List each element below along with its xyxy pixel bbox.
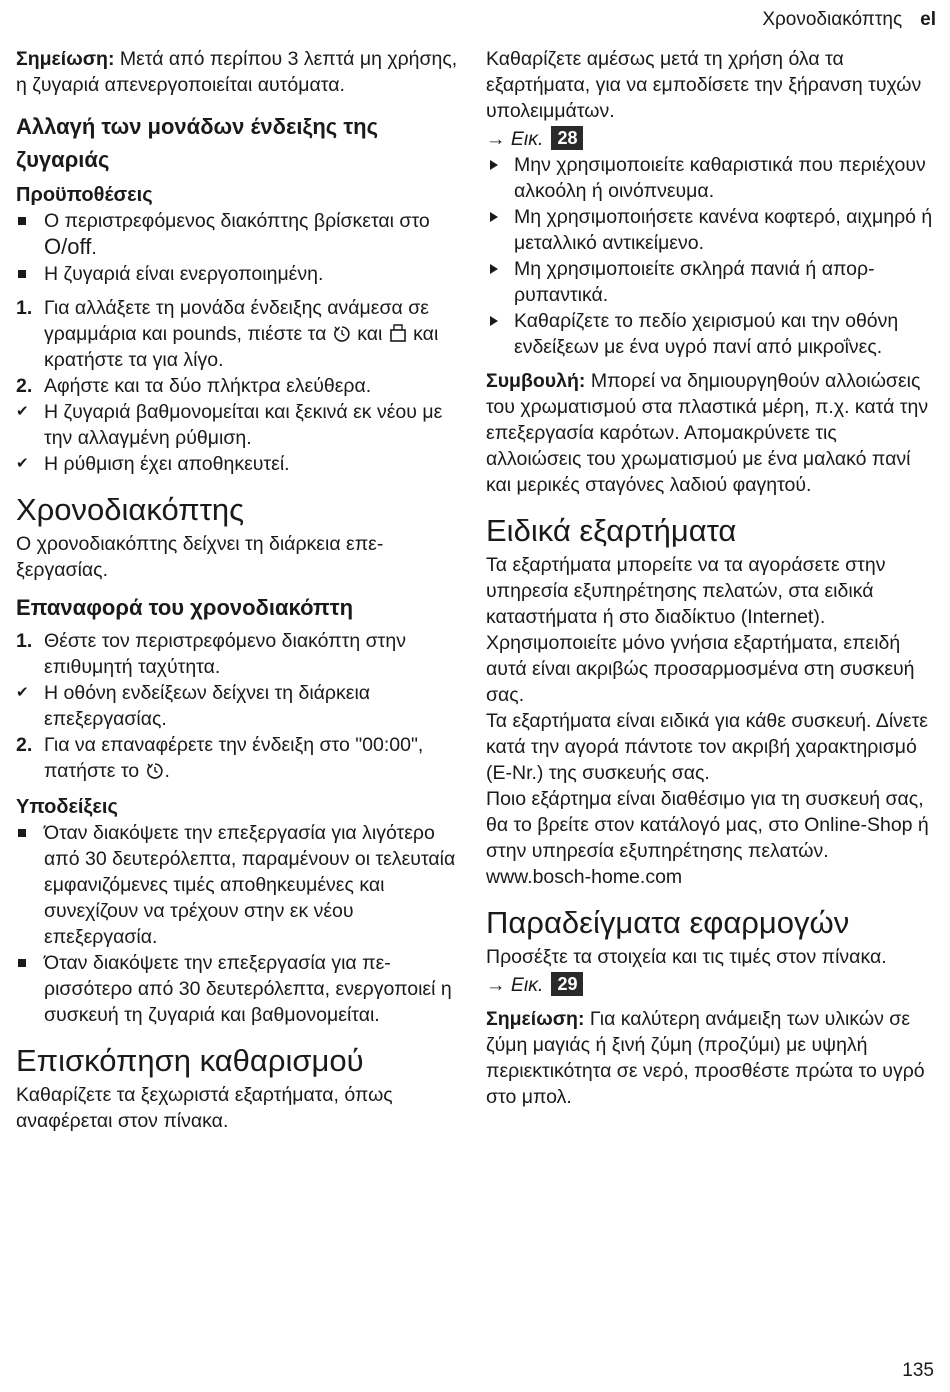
- list-item: Όταν διακόψετε την επεξεργασία για λιγότερο από 30 δευτερόλεπτα, παραμένουν οι τελευταία εμφανιζόμενες τιμές αποθηκευμένες και συνεχίζουν να τρέχουν στην εκ νέου επεξεργασία.: [44, 822, 456, 948]
- examples-note: Σημείωση: Για καλύτερη ανάμειξη των υλικών σε ζύμη μαγιάς ή ξινή ζύμη (προζύμι) με υψηλή περιεκτικότητα σε νερό, προσθέστε πρώτα το υγρό στο μπολ.: [486, 1008, 925, 1108]
- timer-intro: Ο χρονοδιακόπτης δείχνει τη διάρκεια επεξεργασίας.: [16, 533, 384, 581]
- timer-button-icon: [332, 323, 352, 343]
- check-icon: ✔: [16, 455, 29, 472]
- list-item: Καθαρίζετε το πεδίο χειρισμού και την οθόνη ενδείξεων με ένα υγρό πανί από μικροΐνες.: [514, 310, 899, 358]
- check-icon: ✔: [16, 684, 29, 701]
- hints-list: [16, 820, 468, 1028]
- tip-paragraph: Συμβουλή: Μπορεί να δημιουργηθούν αλλοιώσεις του χρωματισμού στα πλαστικά μέρη, π.χ. κατά την επεξεργασία καρότων. Απομακρύνετε τις αλλοιώσεις του χρωματισμού με ένα μαλακό πανί και μερικές σταγόνες λαδιού φαγητού.: [486, 370, 929, 496]
- cleaning-text: Καθαρίζετε τα ξεχωριστά εξαρτήματα, όπως αναφέρεται στον πίνακα.: [16, 1084, 393, 1132]
- list-item: Μη χρησιμοποιήσετε κανένα κοφτερό, αιχμηρό ή μεταλλικό αντικείμενο.: [514, 206, 933, 254]
- arrow-right-icon: →: [486, 974, 506, 996]
- list-item: 1. Για αλλάξετε τη μονάδα ένδειξης ανάμεσα σε γραμμάρια και pounds, πιέστε τα και και κρατήστε τα για λίγο.: [16, 297, 439, 371]
- left-column: [16, 46, 468, 1134]
- accessories-para-1: Τα εξαρτήματα μπορείτε να τα αγοράσετε στην υπηρεσία εξυπηρέτησης πελατών, στα ειδικά καταστήματα ή στο διαδίκτυο (Internet). Χρησιμοποιείτε μόνο γνήσια εξαρτήματα, επειδή αυτά είναι ακριβώς προσαρμοσμένα στη συσκευή σας.: [486, 554, 915, 706]
- arrow-right-icon: →: [486, 128, 506, 150]
- cleaning-heading: Επισκόπηση καθαρισμού: [16, 1043, 364, 1078]
- cleaning-intro: Καθαρίζετε αμέσως μετά τη χρήση όλα τα εξαρτήματα, για να εμποδίσετε την ξήρανση τυχών υπολειμμάτων.: [486, 48, 922, 122]
- header-section: Χρονοδιακόπτης: [762, 9, 903, 30]
- scale-note: Σημείωση: Μετά από περίπου 3 λεπτά μη χρήσης, η ζυγαριά απενεργοποιείται αυτόματα.: [16, 48, 458, 96]
- reset-timer-heading: Επαναφορά του χρονοδιακόπτη: [16, 595, 354, 620]
- accessories-para-2: Τα εξαρτήματα είναι ειδικά για κάθε συσκευή. Δίνετε κατά την αγορά πάντοτε τον ακριβή χαρακτηρισμό (E-Nr.) της συσκευής σας.: [486, 710, 928, 784]
- list-item: Μη χρησιμοποιείτε σκληρά πανιά ή απορρυπαντικά.: [514, 258, 875, 306]
- off-position-symbol: O: [44, 234, 62, 259]
- page-number: 135: [902, 1360, 934, 1381]
- list-item: ✔ Η ρύθμιση έχει αποθηκευτεί.: [16, 453, 290, 475]
- units-heading: Αλλαγή των μονάδων ένδειξης της ζυγαριάς: [16, 114, 379, 172]
- reset-steps: [16, 628, 468, 784]
- list-item: ✔ Η οθόνη ενδείξεων δείχνει τη διάρκεια επεξεργασίας.: [16, 682, 371, 730]
- timer-button-icon: [145, 760, 165, 780]
- figure-reference: → Εικ. 29: [486, 972, 936, 998]
- units-steps: [16, 295, 468, 477]
- right-column: [486, 46, 936, 1110]
- list-item: Όταν διακόψετε την επεξεργασία για περισσότερο από 30 δευτερόλεπτα, ενεργοποιεί η συσκευή τη ζυγαριά και βαθμονομείται.: [44, 952, 452, 1026]
- running-header: [762, 8, 936, 32]
- figure-badge: 29: [551, 972, 583, 996]
- list-item: 1. Θέστε τον περιστρεφόμενο διακόπτη στην επιθυμητή ταχύτητα.: [16, 630, 406, 678]
- hints-heading: Υποδείξεις: [16, 796, 118, 818]
- header-language: el: [920, 9, 936, 30]
- accessories-heading: Ειδικά εξαρτήματα: [486, 513, 737, 548]
- figure-reference: → Εικ. 28: [486, 126, 936, 152]
- cleaning-warnings: [486, 152, 936, 360]
- scale-button-icon: [388, 323, 408, 343]
- list-item: Η ζυγαριά είναι ενεργοποιημένη.: [44, 263, 324, 285]
- examples-text: Προσέξτε τα στοιχεία και τις τιμές στον πίνακα.: [486, 946, 887, 968]
- website-link[interactable]: www.bosch-home.com: [486, 866, 683, 888]
- timer-heading: Χρονοδιακόπτης: [16, 492, 245, 527]
- prerequisites-heading: Προϋποθέσεις: [16, 184, 153, 206]
- list-item: 2. Αφήστε και τα δύο πλήκτρα ελεύθερα.: [16, 375, 372, 397]
- list-item: ✔ Η ζυγαριά βαθμονομείται και ξεκινά εκ νέου με την αλλαγμένη ρύθμιση.: [16, 401, 443, 449]
- check-icon: ✔: [16, 403, 29, 420]
- list-item: 2. Για να επαναφέρετε την ένδειξη στο "00:00", πατήστε το .: [16, 734, 424, 782]
- examples-heading: Παραδείγματα εφαρμογών: [486, 905, 850, 940]
- figure-badge: 28: [551, 126, 583, 150]
- prerequisites-list: [16, 208, 468, 287]
- list-item: Ο περιστρεφόμενος διακόπτης βρίσκεται στο O/off.: [44, 210, 430, 259]
- list-item: Μην χρησιμοποιείτε καθαριστικά που περιέχουν αλκοόλη ή οινόπνευμα.: [514, 154, 926, 202]
- accessories-para-3: Ποιο εξάρτημα είναι διαθέσιμο για τη συσκευή σας, θα το βρείτε στον κατάλογό μας, στο Online-Shop ή στην υπηρεσία εξυπηρέτησης πελατών.: [486, 788, 929, 862]
